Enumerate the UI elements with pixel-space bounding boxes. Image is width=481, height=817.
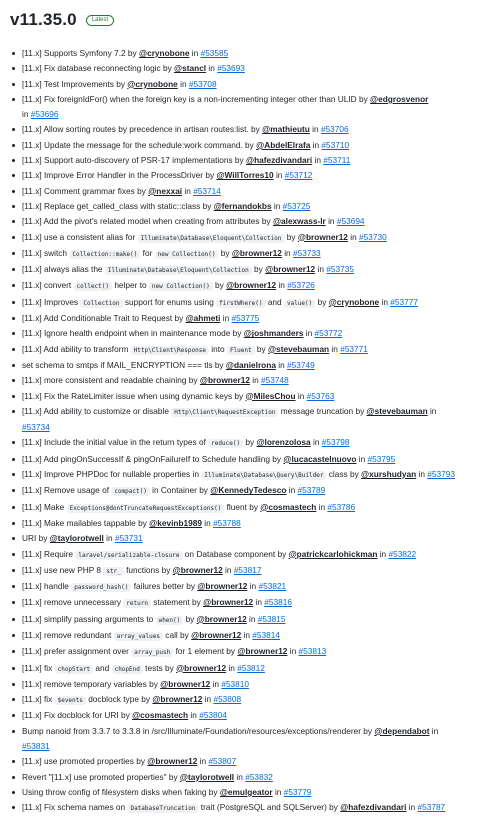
pull-request-link[interactable]: #53748 xyxy=(261,375,289,386)
code-snippet: $events xyxy=(55,696,86,705)
note-text: [11.x] Add ability to transform xyxy=(22,343,131,354)
note-text: in xyxy=(287,646,299,657)
note-text: in xyxy=(273,170,285,181)
note-text: [11.x] Include the initial value in the return types of xyxy=(22,437,209,448)
note-text: in xyxy=(234,771,246,782)
release-note-item xyxy=(0,500,481,516)
pull-request-link[interactable]: #53706 xyxy=(320,124,349,135)
author-link[interactable]: @browner12 xyxy=(237,646,288,657)
code-snippet: Exceptions@dontTruncateRequestExceptions() xyxy=(67,504,225,513)
note-text: by xyxy=(243,437,257,448)
note-text: and xyxy=(93,662,112,673)
release-note-item xyxy=(0,754,481,769)
release-note-item xyxy=(0,420,481,435)
author-link[interactable]: @browner12 xyxy=(160,678,211,689)
author-link[interactable]: @MilesChou xyxy=(245,390,296,401)
author-link[interactable]: @crynobone xyxy=(138,48,190,58)
author-link[interactable]: @browner12 xyxy=(199,375,250,386)
pull-request-link[interactable]: #53696 xyxy=(30,109,59,120)
note-text: support for enums using xyxy=(122,296,217,307)
note-text: Bump nanoid from 3.3.7 to 3.3.8 in /src/Illuminate/Foundation/resources/exceptions/renderer by xyxy=(22,725,375,736)
note-text: [11.x] Add Conditionable Trait to Request by xyxy=(22,313,186,324)
code-snippet: return xyxy=(123,599,151,608)
note-text: fluent by xyxy=(224,501,261,512)
author-link[interactable]: @browner12 xyxy=(197,581,248,592)
note-text: in xyxy=(197,756,209,767)
note-text: [11.x] Add ability to customize or disable xyxy=(22,405,172,416)
note-text: in xyxy=(429,725,439,736)
latest-badge: Latest xyxy=(86,15,114,26)
release-note-item xyxy=(0,595,481,611)
release-note-item xyxy=(0,46,481,61)
note-text: [11.x] Improve PHPDoc for nullable properties in xyxy=(22,469,202,480)
release-note-item xyxy=(0,262,481,278)
code-snippet: Http\Client\Response xyxy=(131,346,209,355)
note-text: by xyxy=(315,296,329,307)
author-link[interactable]: @browner12 xyxy=(265,264,316,275)
release-note-item xyxy=(0,214,481,229)
pull-request-link[interactable]: #53775 xyxy=(231,313,260,324)
note-text: in xyxy=(377,548,389,559)
author-link[interactable]: @taylorotwell xyxy=(179,771,235,782)
pull-request-link[interactable]: #53807 xyxy=(208,756,237,767)
release-note-item xyxy=(0,547,481,563)
note-text: [11.x] convert xyxy=(22,280,74,291)
note-text: in xyxy=(281,247,293,258)
note-text: [11.x] prefer assignment over xyxy=(22,646,132,657)
note-text: by xyxy=(212,280,227,291)
pull-request-link[interactable]: #53730 xyxy=(359,231,387,242)
note-text: [11.x] Improves xyxy=(22,296,81,307)
note-text: in xyxy=(275,359,288,370)
note-text: docblock type by xyxy=(85,694,153,705)
pull-request-link[interactable]: #53831 xyxy=(22,741,50,752)
note-text: in xyxy=(188,710,200,721)
release-note-item xyxy=(0,342,481,358)
code-snippet: Collection::make() xyxy=(69,250,140,259)
note-text: on Database component by xyxy=(182,548,289,559)
release-note-item xyxy=(0,579,481,595)
release-note-item xyxy=(0,785,481,800)
code-snippet: Http\Client\RequestException xyxy=(171,408,278,417)
release-notes-list xyxy=(0,46,481,817)
release-note-item xyxy=(0,644,481,660)
code-snippet: when() xyxy=(156,616,184,625)
note-text: in xyxy=(210,678,222,689)
pull-request-link[interactable]: #53694 xyxy=(336,216,365,227)
note-text: [11.x] simplify passing arguments to xyxy=(22,613,156,624)
code-snippet: firstWhere() xyxy=(216,299,265,308)
author-link[interactable]: @AbdelElrafa xyxy=(256,139,311,150)
note-text: [11.x] Test Improvements by xyxy=(22,78,128,89)
note-text: in xyxy=(272,786,284,797)
note-text: Using throw config of filesystem disks when faking by xyxy=(22,786,220,797)
release-note-item xyxy=(0,389,481,404)
release-note-item xyxy=(0,61,481,76)
note-text: message truncation by xyxy=(278,405,367,416)
note-text: URI by xyxy=(22,533,50,544)
note-text: in xyxy=(202,694,214,705)
pull-request-link[interactable]: #53822 xyxy=(388,548,417,559)
pull-request-link[interactable]: #53814 xyxy=(252,629,280,640)
note-text: [11.x] switch xyxy=(22,247,70,258)
release-note-item xyxy=(0,184,481,199)
pull-request-link[interactable]: #53786 xyxy=(327,501,356,512)
note-text: failures better by xyxy=(131,581,198,592)
code-snippet: array_values xyxy=(114,632,163,641)
release-note-item xyxy=(0,661,481,677)
code-snippet: chopEnd xyxy=(112,665,143,674)
author-link[interactable]: @alexwass-lr xyxy=(272,216,326,227)
note-text: into xyxy=(208,343,227,354)
pull-request-link[interactable]: #53817 xyxy=(233,564,262,575)
release-note-item xyxy=(0,326,481,341)
note-text: in xyxy=(271,200,283,211)
note-text: call by xyxy=(163,629,192,640)
pull-request-link[interactable]: #53708 xyxy=(188,78,217,89)
code-snippet: password_hash() xyxy=(71,583,131,592)
release-note-item xyxy=(0,278,481,294)
release-note-item xyxy=(0,628,481,644)
note-text: [11.x] Comment grammar fixes by xyxy=(22,185,149,196)
pull-request-link[interactable]: #53808 xyxy=(213,694,242,705)
release-note-item xyxy=(0,677,481,692)
note-text: [11.x] more consistent and readable chaining by xyxy=(22,375,200,386)
note-text: in xyxy=(379,296,391,307)
release-note-item xyxy=(0,122,481,137)
author-link[interactable]: @lorenzolosa xyxy=(256,437,311,448)
release-note-item xyxy=(0,800,481,816)
release-note-item xyxy=(0,246,481,262)
author-link[interactable]: @browner12 xyxy=(152,694,203,705)
note-text: in xyxy=(309,124,321,135)
code-snippet: reduce() xyxy=(208,439,243,448)
author-link[interactable]: @stancl xyxy=(174,63,207,74)
author-link[interactable]: @joshmanders xyxy=(243,328,304,339)
author-link[interactable]: @browner12 xyxy=(231,247,282,258)
release-note-item xyxy=(0,138,481,153)
release-note-item xyxy=(0,739,481,754)
note-text: helper to xyxy=(112,280,149,291)
author-link[interactable]: @hafezdivandari xyxy=(245,155,313,166)
code-snippet: str_ xyxy=(103,567,123,576)
author-link[interactable]: @patrickcarlohickman xyxy=(288,548,378,559)
note-text: class by xyxy=(326,469,362,480)
pull-request-link[interactable]: #53771 xyxy=(340,343,368,354)
pull-request-link[interactable]: #53810 xyxy=(221,678,250,689)
note-text: [11.x] Fix database reconnecting logic by xyxy=(22,63,175,74)
release-note-item xyxy=(0,724,481,739)
note-text: [11.x] Ignore health endpoint when in maintenance mode by xyxy=(22,328,244,339)
note-text: in xyxy=(427,405,437,416)
release-note-item xyxy=(0,483,481,499)
author-link[interactable]: @cosmastech xyxy=(132,710,189,721)
release-note-item xyxy=(0,435,481,451)
pull-request-link[interactable]: #53788 xyxy=(213,517,241,528)
note-text: [11.x] Allow sorting routes by precedence in artisan routes:list. by xyxy=(22,124,263,135)
note-text: in xyxy=(295,390,307,401)
pull-request-link[interactable]: #53734 xyxy=(22,422,50,433)
author-link[interactable]: @browner12 xyxy=(297,231,348,242)
author-link[interactable]: @nexxai xyxy=(148,185,183,196)
author-link[interactable]: @browner12 xyxy=(147,756,198,767)
release-note-item xyxy=(0,311,481,326)
pull-request-link[interactable]: #53585 xyxy=(200,48,229,58)
pull-request-link[interactable]: #53832 xyxy=(245,771,273,782)
note-text: [11.x] Fix docblock for URI by xyxy=(22,710,133,721)
note-text: in xyxy=(329,343,341,354)
pull-request-link[interactable]: #53735 xyxy=(326,264,354,275)
author-link[interactable]: @stevebauman xyxy=(268,343,330,354)
code-snippet: compact() xyxy=(111,487,150,496)
release-note-item xyxy=(0,708,481,723)
note-text: [11.x] remove temporary variables by xyxy=(22,678,161,689)
release-note-item xyxy=(0,77,481,92)
pull-request-link[interactable]: #53725 xyxy=(282,200,311,211)
author-link[interactable]: @crynobone xyxy=(328,296,380,307)
note-text: in xyxy=(226,662,238,673)
author-link[interactable]: @ahmeti xyxy=(185,313,221,324)
note-text: [11.x] handle xyxy=(22,581,72,592)
note-text: in xyxy=(276,280,288,291)
note-text: [11.x] Make mailables tappable by xyxy=(22,517,150,528)
note-text: [11.x] use a consistent alias for xyxy=(22,231,138,242)
pull-request-link[interactable]: #53789 xyxy=(297,485,326,496)
note-text: [11.x] use promoted properties by xyxy=(22,756,148,767)
author-link[interactable]: @edgrosvenor xyxy=(370,93,429,104)
note-text: by xyxy=(254,343,268,354)
code-snippet: new Collection() xyxy=(149,282,213,291)
note-text: [11.x] Require xyxy=(22,548,76,559)
release-note-item xyxy=(0,404,481,420)
note-text: in xyxy=(241,629,253,640)
note-text: in xyxy=(22,109,31,120)
author-link[interactable]: @stevebauman xyxy=(366,405,428,416)
release-note-item xyxy=(0,516,481,531)
note-text: in xyxy=(222,564,234,575)
note-text: in xyxy=(201,517,214,528)
release-note-item xyxy=(0,373,481,388)
note-text: in xyxy=(406,802,418,813)
pull-request-link[interactable]: #53795 xyxy=(367,453,396,464)
release-note-item xyxy=(0,199,481,214)
note-text: [11.x] Update the message for the schedule:work command. by xyxy=(22,139,257,150)
pull-request-link[interactable]: #53787 xyxy=(417,802,446,813)
note-text: in xyxy=(416,469,428,480)
release-note-item xyxy=(0,612,481,628)
note-text: in xyxy=(325,216,337,227)
author-link[interactable]: @KennedyTedesco xyxy=(210,485,287,496)
code-snippet: value() xyxy=(284,299,315,308)
note-text: in xyxy=(316,501,328,512)
author-link[interactable]: @xurshudyan xyxy=(361,469,417,480)
author-link[interactable]: @browner12 xyxy=(172,564,223,575)
release-note-item xyxy=(0,531,481,546)
pull-request-link[interactable]: #53749 xyxy=(287,359,315,370)
note-text: in xyxy=(246,613,258,624)
code-snippet: Collection xyxy=(80,299,122,308)
code-snippet: Illuminate\Database\Query\Builder xyxy=(201,471,326,480)
code-snippet: DatabaseTruncation xyxy=(127,804,198,813)
author-link[interactable]: @browner12 xyxy=(196,613,247,624)
note-text: for 1 element by xyxy=(173,646,238,657)
note-text: [11.x] remove redundant xyxy=(22,629,114,640)
note-text: in xyxy=(286,485,298,496)
note-text: in xyxy=(182,185,194,196)
pull-request-link[interactable]: #53777 xyxy=(390,296,418,307)
note-text: in xyxy=(347,231,360,242)
author-link[interactable]: @danielrona xyxy=(225,359,276,370)
note-text: in xyxy=(220,313,232,324)
pull-request-link[interactable]: #53733 xyxy=(292,247,321,258)
note-text: Revert "[11.x] use promoted properties" by xyxy=(22,771,180,782)
note-text: [11.x] use new PHP 8 xyxy=(22,564,104,575)
note-text: trait (PostgreSQL and SQLServer) by xyxy=(198,802,341,813)
release-header xyxy=(0,0,481,30)
pull-request-link[interactable]: #53726 xyxy=(287,280,315,291)
note-text: [11.x] Improve Error Handler in the ProcessDriver by xyxy=(22,170,217,181)
author-link[interactable]: @browner12 xyxy=(191,629,242,640)
release-note-item xyxy=(0,770,481,785)
code-snippet: new Collection() xyxy=(155,250,219,259)
note-text: in xyxy=(189,48,201,58)
author-link[interactable]: @fernandokbs xyxy=(213,200,272,211)
code-snippet: laravel/serializable-closure xyxy=(75,551,182,560)
author-link[interactable]: @browner12 xyxy=(203,597,254,608)
author-link[interactable]: @dependabot xyxy=(374,725,430,736)
note-text: [11.x] Replace get_called_class with static::class by xyxy=(22,200,214,211)
pull-request-link[interactable]: #53711 xyxy=(323,155,351,166)
author-link[interactable]: @crynobone xyxy=(127,78,178,89)
pull-request-link[interactable]: #53772 xyxy=(314,328,343,339)
author-link[interactable]: @emulgeator xyxy=(219,786,273,797)
note-text: [11.x] Fix schema names on xyxy=(22,802,128,813)
pull-request-link[interactable]: #53821 xyxy=(258,581,287,592)
note-text: [11.x] Supports Symfony 7.2 by xyxy=(22,48,139,58)
note-text: in xyxy=(249,375,262,386)
note-text: tests by xyxy=(142,662,177,673)
code-snippet: Illuminate\Database\Eloquent\Collection xyxy=(138,234,285,243)
release-note-item xyxy=(0,452,481,467)
release-note-item xyxy=(0,230,481,246)
code-snippet: Illuminate\Database\Eloquent\Collection xyxy=(105,266,252,275)
pull-request-link[interactable]: #53714 xyxy=(193,185,221,196)
pull-request-link[interactable]: #53731 xyxy=(114,533,143,544)
note-text: [11.x] always alias the xyxy=(22,264,105,275)
note-text: by xyxy=(284,231,298,242)
release-note-item xyxy=(0,467,481,483)
pull-request-link[interactable]: #53798 xyxy=(321,437,350,448)
note-text: in Container by xyxy=(149,485,211,496)
note-text: in xyxy=(312,155,324,166)
code-snippet: array_push xyxy=(131,648,173,657)
release-note-item xyxy=(0,168,481,183)
release-version: v11.35.0 xyxy=(10,10,77,29)
code-snippet: Fluent xyxy=(227,346,255,355)
release-note-item xyxy=(0,692,481,708)
note-text: [11.x] Fix foreignIdFor() when the foreign key is a non-incrementing integer other than ULID by xyxy=(22,93,371,104)
note-text: statement by xyxy=(151,597,204,608)
author-link[interactable]: @taylorotwell xyxy=(49,533,104,544)
release-note-item xyxy=(0,92,481,107)
pull-request-link[interactable]: #53813 xyxy=(298,646,327,657)
note-text: [11.x] Add the pivot's related model when creating from attributes by xyxy=(22,216,273,227)
note-text: in xyxy=(310,437,322,448)
pull-request-link[interactable]: #53763 xyxy=(306,390,335,401)
pull-request-link[interactable]: #53793 xyxy=(427,469,455,480)
pull-request-link[interactable]: #53816 xyxy=(264,597,292,608)
release-note-item xyxy=(0,107,481,122)
author-link[interactable]: @kevinb1989 xyxy=(149,517,202,528)
note-text: [11.x] Make xyxy=(22,501,67,512)
author-link[interactable]: @cosmastech xyxy=(260,501,317,512)
note-text: and xyxy=(265,296,284,307)
note-text: functions by xyxy=(123,564,173,575)
note-text: by xyxy=(183,613,197,624)
author-link[interactable]: @mathieutu xyxy=(262,124,310,135)
note-text: [11.x] fix xyxy=(22,694,55,705)
note-text: in xyxy=(253,597,265,608)
note-text: [11.x] Support auto-discovery of PSR-17 implementations by xyxy=(22,155,246,166)
pull-request-link[interactable]: #53710 xyxy=(321,139,350,150)
note-text: in xyxy=(247,581,259,592)
release-note-item xyxy=(0,153,481,168)
code-snippet: collect() xyxy=(74,282,113,291)
note-text: [11.x] Fix the RateLimiter issue when using dynamic keys by xyxy=(22,390,246,401)
note-text: [11.x] fix xyxy=(22,662,55,673)
release-note-item xyxy=(0,358,481,373)
note-text: in xyxy=(177,78,189,89)
note-text: [11.x] remove unnecessary xyxy=(22,597,124,608)
author-link[interactable]: @lucacastelnuovo xyxy=(283,453,357,464)
pull-request-link[interactable]: #53779 xyxy=(283,786,312,797)
pull-request-link[interactable]: #53812 xyxy=(237,662,265,673)
note-text: set schema to smtps if MAIL_ENCRYPTION === tls by xyxy=(22,359,226,370)
author-link[interactable]: @WillTorres10 xyxy=(216,170,274,181)
note-text: [11.x] Remove usage of xyxy=(22,485,112,496)
author-link[interactable]: @browner12 xyxy=(226,280,277,291)
note-text: in xyxy=(206,63,218,74)
note-text: for xyxy=(140,247,155,258)
code-snippet: chopStart xyxy=(55,665,94,674)
pull-request-link[interactable]: #53804 xyxy=(199,710,227,721)
pull-request-link[interactable]: #53693 xyxy=(217,63,245,74)
author-link[interactable]: @browner12 xyxy=(176,662,227,673)
pull-request-link[interactable]: #53712 xyxy=(284,170,313,181)
note-text: in xyxy=(303,328,315,339)
note-text: in xyxy=(315,264,327,275)
note-text: in xyxy=(356,453,368,464)
release-note-item xyxy=(0,563,481,579)
note-text: by xyxy=(218,247,232,258)
pull-request-link[interactable]: #53815 xyxy=(257,613,286,624)
author-link[interactable]: @hafezdivandari xyxy=(340,802,407,813)
note-text: in xyxy=(310,139,322,150)
note-text: by xyxy=(251,264,266,275)
release-note-item xyxy=(0,295,481,311)
note-text: [11.x] Add pingOnSuccessIf & pingOnFailureIf to Schedule handling by xyxy=(22,453,284,464)
note-text: in xyxy=(103,533,115,544)
